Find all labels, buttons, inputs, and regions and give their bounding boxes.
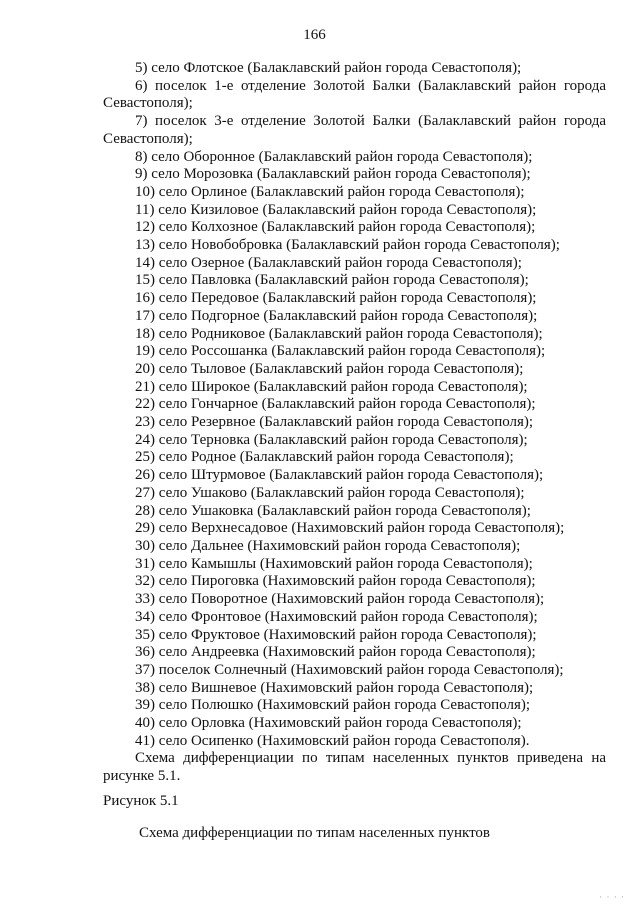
list-item: 24) село Терновка (Балаклавский район города Севастополя); (135, 431, 528, 448)
list-item: 11) село Кизиловое (Балаклавский район города Севастополя); (135, 201, 537, 218)
list-item: 35) село Фруктовое (Нахимовский район города Севастополя); (135, 626, 537, 643)
list-item: 6) поселок 1-е отделение Золотой Балки (Балаклавский район города (135, 77, 606, 94)
list-item-continuation: Севастополя); (103, 130, 193, 147)
list-item: 29) село Верхнесадовое (Нахимовский район города Севастополя); (135, 520, 565, 537)
list-item: 12) село Колхозное (Балаклавский район города Севастополя); (135, 219, 536, 236)
figure-caption: Рисунок 5.1 (103, 793, 179, 809)
list-item: 23) село Резервное (Балаклавский район города Севастополя); (135, 414, 534, 431)
list-item: 7) поселок 3-е отделение Золотой Балки (Балаклавский район города (135, 113, 606, 130)
list-item: 18) село Родниковое (Балаклавский район города Севастополя); (135, 325, 543, 342)
list-item: 40) село Орловка (Нахимовский район города Севастополя); (135, 715, 522, 732)
list-item: 34) село Фронтовое (Нахимовский район города Севастополя); (135, 608, 538, 625)
settlement-list (103, 60, 606, 786)
list-item: 20) село Тыловое (Балаклавский район города Севастополя); (135, 360, 524, 377)
list-item: 9) село Морозовка (Балаклавский район города Севастополя); (135, 166, 531, 183)
list-item: 33) село Поворотное (Нахимовский район города Севастополя); (135, 591, 545, 608)
list-item: 27) село Ушаково (Балаклавский район города Севастополя); (135, 484, 525, 501)
paragraph-line: рисунке 5.1. (103, 768, 181, 785)
list-item: 26) село Штурмовое (Балаклавский район города Севастополя); (135, 467, 544, 484)
list-item: 38) село Вишневое (Нахимовский район города Севастополя); (135, 679, 534, 696)
list-item: 37) поселок Солнечный (Нахимовский район города Севастополя); (135, 661, 564, 678)
figure-title: Схема дифференциации по типам населенных пунктов (138, 825, 491, 841)
page-number: 166 (303, 27, 326, 43)
list-item: 17) село Подгорное (Балаклавский район города Севастополя); (135, 307, 538, 324)
list-item: 13) село Новобобровка (Балаклавский район города Севастополя); (135, 237, 560, 254)
list-item: 30) село Дальнее (Нахимовский район города Севастополя); (135, 537, 521, 554)
list-item: 28) село Ушаковка (Балаклавский район города Севастополя); (135, 502, 531, 519)
paragraph-line: Схема дифференциации по типам населенных пунктов приведена на (135, 750, 606, 767)
list-item: 21) село Широкое (Балаклавский район города Севастополя); (135, 378, 528, 395)
list-item: 31) село Камышлы (Нахимовский район города Севастополя); (135, 555, 533, 572)
list-item: 36) село Андреевка (Нахимовский район города Севастополя); (135, 644, 536, 661)
list-item: 5) село Флотское (Балаклавский район города Севастополя); (135, 60, 522, 76)
list-item: 8) село Оборонное (Балаклавский район города Севастополя); (135, 148, 533, 165)
list-item: 41) село Осипенко (Нахимовский район города Севастополя). (135, 732, 530, 749)
list-item-continuation: Севастополя); (103, 95, 193, 112)
list-item: 19) село Россошанка (Балаклавский район города Севастополя); (135, 343, 546, 360)
list-item: 39) село Полюшко (Нахимовский район города Севастополя); (135, 697, 531, 714)
list-item: 32) село Пироговка (Нахимовский район города Севастополя); (135, 573, 536, 590)
list-item: 25) село Родное (Балаклавский район города Севастополя); (135, 449, 514, 466)
list-item: 10) село Орлиное (Балаклавский район города Севастополя); (135, 183, 525, 200)
list-item: 14) село Озерное (Балаклавский район города Севастополя); (135, 254, 522, 271)
scan-artifact-icon: · · · · (599, 892, 625, 902)
list-item: 15) село Павловка (Балаклавский район города Севастополя); (135, 272, 529, 289)
list-item: 22) село Гончарное (Балаклавский район города Севастополя); (135, 396, 536, 413)
list-item: 16) село Передовое (Балаклавский район города Севастополя); (135, 290, 537, 307)
